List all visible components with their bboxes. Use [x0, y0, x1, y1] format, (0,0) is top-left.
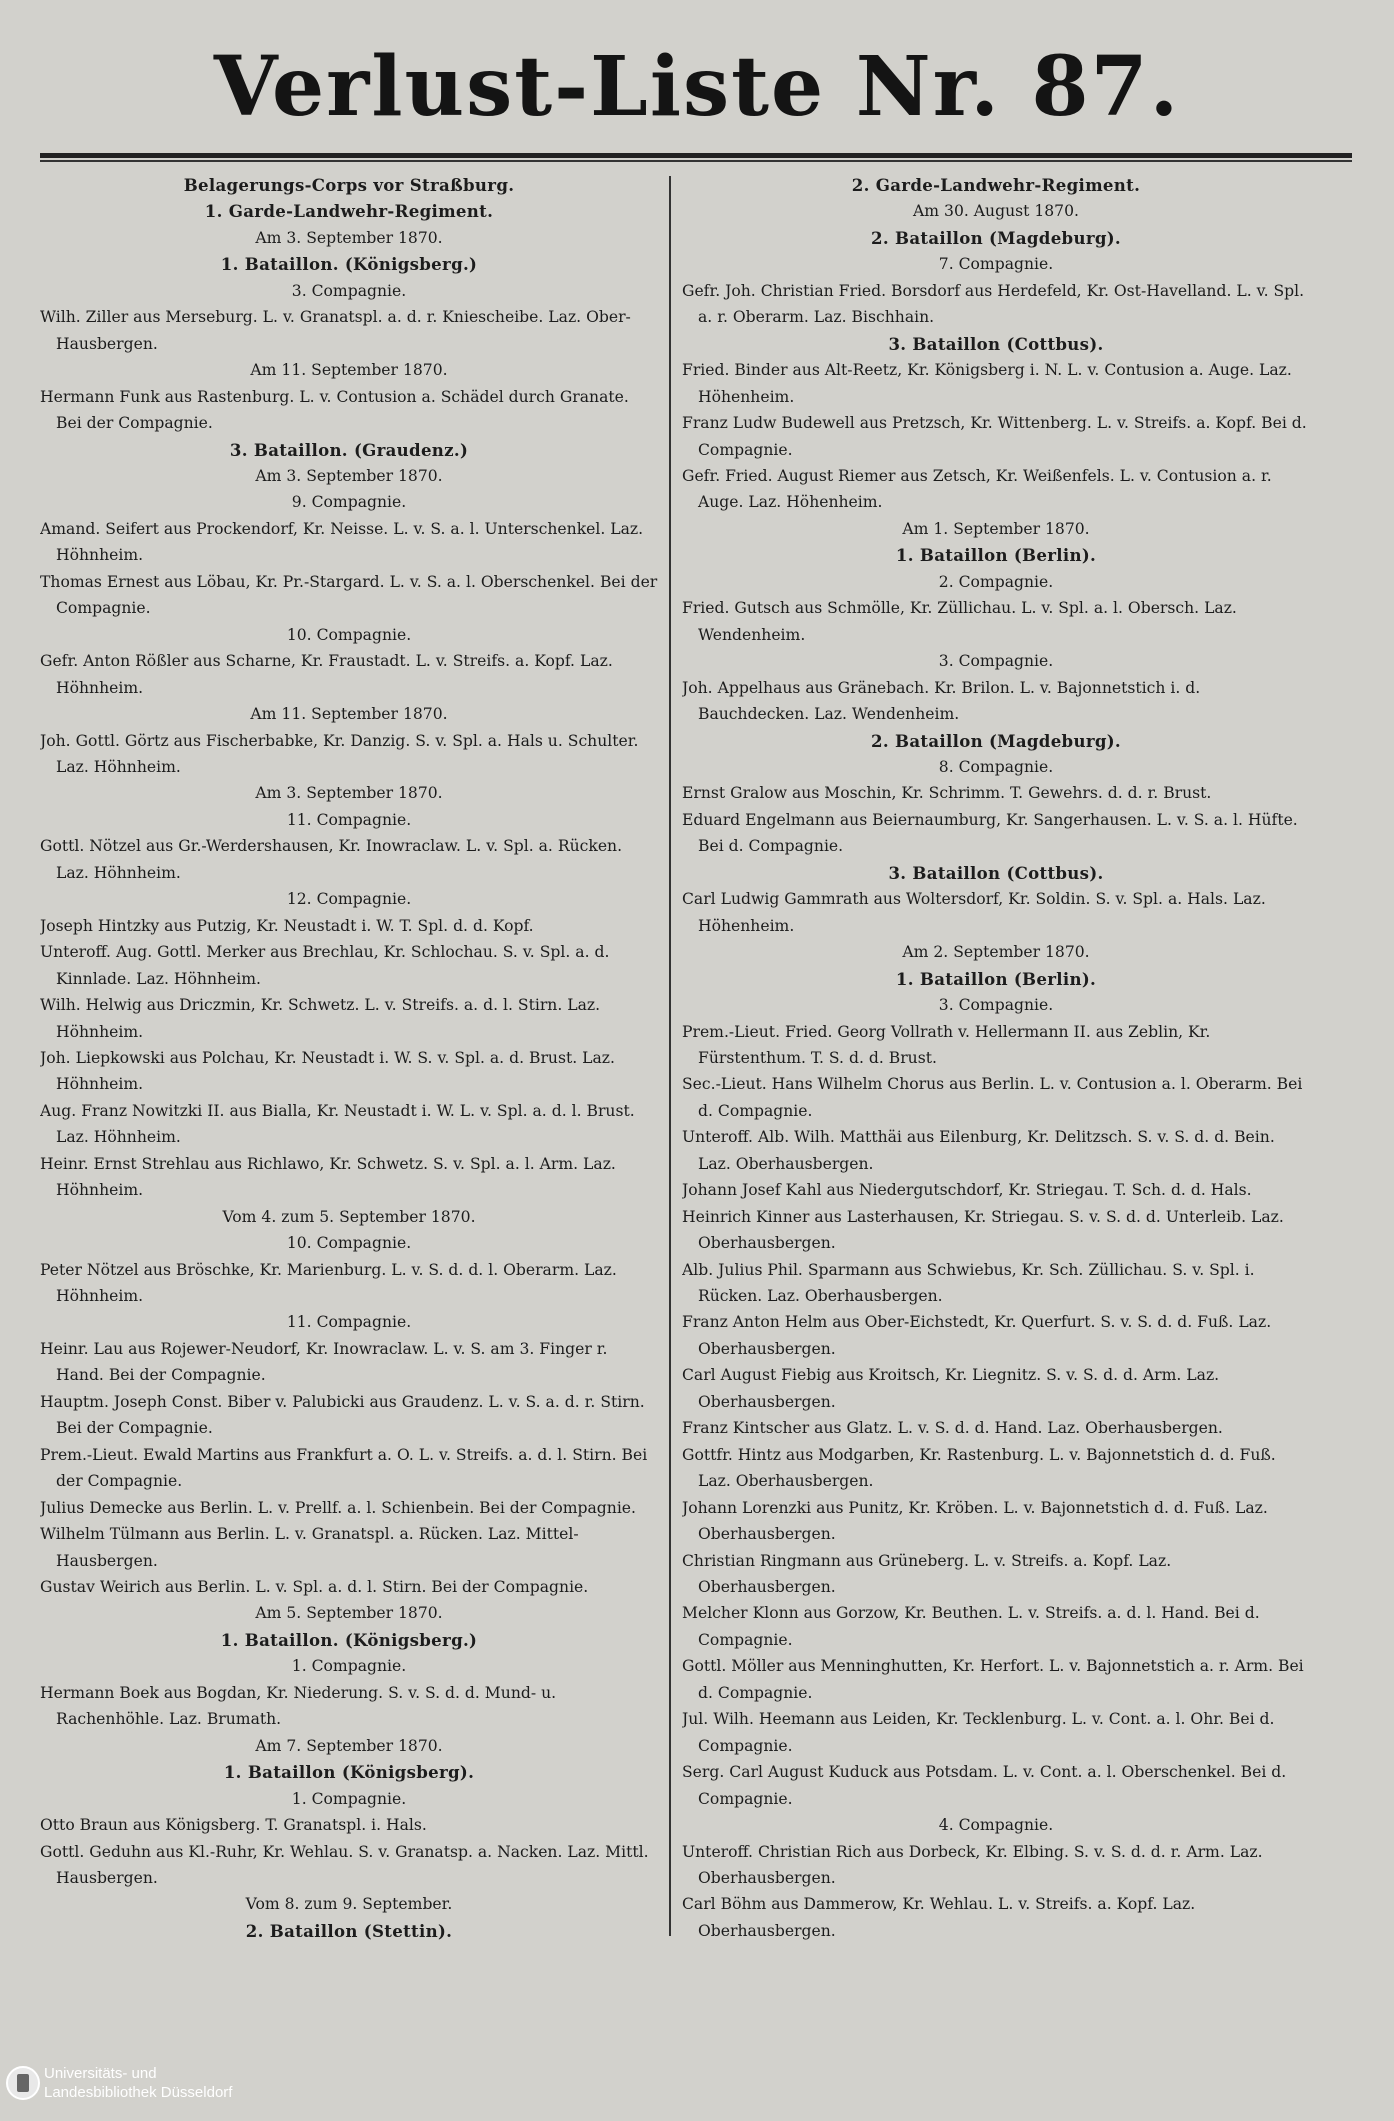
casualty-entry: Ernst Gralow aus Moschin, Kr. Schrimm. T. Gewehrs. d. d. r. Brust.: [682, 784, 1212, 803]
casualty-entry: Gefr. Anton Rößler aus Scharne, Kr. Fraustadt. L. v. Streifs. a. Kopf. Laz. Höhnheim.: [40, 652, 613, 697]
company-heading: 10. Compagnie.: [286, 625, 412, 644]
casualty-entry: Gefr. Fried. August Riemer aus Zetsch, Kr. Weißenfels. L. v. Contusion a. r. Auge. Laz. Höhenheim.: [682, 466, 1272, 512]
casualty-entry: Carl Böhm aus Dammerow, Kr. Wehlau. L. v. Streifs. a. Kopf. Laz. Oberhausbergen.: [682, 1895, 1196, 1940]
casualty-entry: Unteroff. Aug. Gottl. Merker aus Brechlau, Kr. Schlochau. S. v. Spl. a. d. Kinnlade. Laz. Höhnheim.: [40, 943, 610, 988]
section-heading: 3. Bataillon (Cottbus).: [888, 862, 1104, 883]
casualty-entry: Julius Demecke aus Berlin. L. v. Prellf. a. l. Schienbein. Bei der Compagnie.: [40, 1498, 636, 1517]
library-name-line1: Universitäts- und: [44, 2065, 157, 2082]
casualty-entry: Thomas Ernest aus Löbau, Kr. Pr.-Stargard. L. v. S. a. l. Oberschenkel. Bei der Compagnie.: [40, 572, 658, 618]
casualty-entry: Melcher Klonn aus Gorzow, Kr. Beuthen. L. v. Streifs. a. d. l. Hand. Bei d. Compagnie.: [682, 1604, 1260, 1649]
casualty-entry: Unteroff. Christian Rich aus Dorbeck, Kr. Elbing. S. v. S. d. d. r. Arm. Laz. Oberhausbergen.: [682, 1842, 1263, 1887]
company-heading: 4. Compagnie.: [938, 1816, 1054, 1835]
casualty-entry: Alb. Julius Phil. Sparmann aus Schwiebus, Kr. Sch. Züllichau. S. v. Spl. i. Rücken. Laz. Oberhausbergen.: [682, 1260, 1255, 1306]
section-heading: 1. Garde-Landwehr-Regiment.: [204, 201, 494, 222]
date-heading: Vom 8. zum 9. September.: [245, 1895, 453, 1914]
casualty-entry: Gottfr. Hintz aus Modgarben, Kr. Rastenburg. L. v. Bajonnetstich d. d. Fuß. Laz. Oberhausbergen.: [682, 1445, 1276, 1491]
casualty-entry: Franz Ludw Budewell aus Pretzsch, Kr. Wittenberg. L. v. Streifs. a. Kopf. Bei d. Compagnie.: [682, 414, 1307, 459]
title-rule: [40, 153, 1352, 162]
company-heading: 8. Compagnie.: [938, 757, 1054, 776]
page-title: Verlust-Liste Nr. 87.: [213, 39, 1181, 135]
casualty-entry: Otto Braun aus Königsberg. T. Granatspl. i. Hals.: [40, 1816, 427, 1835]
casualty-entry: Gottl. Nötzel aus Gr.-Werdershausen, Kr. Inowraclaw. L. v. Spl. a. Rücken. Laz. Höhnheim.: [40, 837, 623, 882]
casualty-entry: Eduard Engelmann aus Beiernaumburg, Kr. Sangerhausen. L. v. S. a. l. Hüfte. Bei d. Compagnie.: [682, 810, 1298, 856]
casualty-entry: Wilh. Helwig aus Driczmin, Kr. Schwetz. L. v. Streifs. a. d. l. Stirn. Laz. Höhnheim.: [40, 996, 601, 1041]
casualty-entry: Heinr. Ernst Strehlau aus Richlawo, Kr. Schwetz. S. v. Spl. a. l. Arm. Laz. Höhnheim.: [40, 1154, 616, 1200]
date-heading: Am 7. September 1870.: [255, 1736, 443, 1755]
date-heading: Am 3. September 1870.: [255, 466, 443, 485]
casualty-entry: Peter Nötzel aus Bröschke, Kr. Marienburg. L. v. S. d. d. l. Oberarm. Laz. Höhnheim.: [40, 1260, 617, 1306]
section-heading: 2. Bataillon (Stettin).: [245, 1920, 453, 1941]
library-name: [44, 2064, 232, 2102]
section-heading: Belagerungs-Corps vor Straßburg.: [183, 175, 515, 195]
casualty-entry: Aug. Franz Nowitzki II. aus Bialla, Kr. Neustadt i. W. L. v. Spl. a. d. l. Brust. Laz. Höhnheim.: [40, 1101, 635, 1147]
company-heading: 12. Compagnie.: [286, 890, 412, 909]
section-heading: 1. Bataillon (Berlin).: [895, 968, 1097, 989]
casualty-entry: Fried. Binder aus Alt-Reetz, Kr. Königsberg i. N. L. v. Contusion a. Auge. Laz. Höhenheim.: [682, 361, 1292, 406]
casualty-entry: Prem.-Lieut. Ewald Martins aus Frankfurt a. O. L. v. Streifs. a. d. l. Stirn. Bei der Compagnie.: [40, 1445, 648, 1491]
casualty-entry: Johann Lorenzki aus Punitz, Kr. Kröben. L. v. Bajonnetstich d. d. Fuß. Laz. Oberhausbergen.: [682, 1498, 1268, 1544]
casualty-entry: Joh. Appelhaus aus Gränebach. Kr. Brilon. L. v. Bajonnetstich i. d. Bauchdecken. Laz. Wendenheim.: [682, 678, 1201, 724]
company-heading: 3. Compagnie.: [938, 996, 1054, 1015]
company-heading: 7. Compagnie.: [938, 255, 1054, 274]
company-heading: 11. Compagnie.: [286, 1313, 412, 1332]
casualty-entry: Franz Anton Helm aus Ober-Eichstedt, Kr. Querfurt. S. v. S. d. d. Fuß. Laz. Oberhausbergen.: [682, 1313, 1272, 1358]
left-column: [40, 172, 658, 1942]
company-heading: 2. Compagnie.: [938, 572, 1054, 591]
casualty-entry: Hermann Boek aus Bogdan, Kr. Niederung. S. v. S. d. d. Mund- u. Rachenhöhle. Laz. Brumath.: [40, 1683, 557, 1729]
section-heading: 1. Bataillon. (Königsberg.): [220, 1629, 478, 1650]
casualty-entry: Joseph Hintzky aus Putzig, Kr. Neustadt i. W. T. Spl. d. d. Kopf.: [40, 916, 534, 935]
casualty-entry: Wilh. Ziller aus Merseburg. L. v. Granatspl. a. d. r. Kniescheibe. Laz. Ober-Hausbergen.: [40, 308, 631, 353]
company-heading: 1. Compagnie.: [291, 1657, 407, 1676]
casualty-entry: Wilhelm Tülmann aus Berlin. L. v. Granatspl. a. Rücken. Laz. Mittel-Hausbergen.: [40, 1525, 579, 1570]
casualty-entry: Carl August Fiebig aus Kroitsch, Kr. Liegnitz. S. v. S. d. d. Arm. Laz. Oberhausbergen.: [682, 1366, 1220, 1411]
casualty-entry: Fried. Gutsch aus Schmölle, Kr. Züllichau. L. v. Spl. a. l. Obersch. Laz. Wendenheim.: [682, 599, 1237, 644]
casualty-entry: Johann Josef Kahl aus Niedergutschdorf, Kr. Striegau. T. Sch. d. d. Hals.: [682, 1181, 1252, 1200]
casualty-entry: Amand. Seifert aus Prockendorf, Kr. Neisse. L. v. S. a. l. Unterschenkel. Laz. Höhnheim.: [40, 519, 644, 565]
section-heading: 2. Bataillon (Magdeburg).: [871, 227, 1121, 248]
date-heading: Am 11. September 1870.: [250, 705, 448, 724]
date-heading: Am 1. September 1870.: [902, 519, 1090, 538]
casualty-entry: Carl Ludwig Gammrath aus Woltersdorf, Kr. Soldin. S. v. Spl. a. Hals. Laz. Höhenheim.: [682, 890, 1266, 935]
casualty-entry: Christian Ringmann aus Grüneberg. L. v. Streifs. a. Kopf. Laz. Oberhausbergen.: [682, 1551, 1172, 1597]
company-heading: 3. Compagnie.: [938, 652, 1054, 671]
date-heading: Vom 4. zum 5. September 1870.: [222, 1207, 476, 1226]
casualty-entry: Gottl. Geduhn aus Kl.-Ruhr, Kr. Wehlau. S. v. Granatsp. a. Nacken. Laz. Mittl. Hausbergen.: [40, 1842, 649, 1887]
section-heading: 3. Bataillon. (Graudenz.): [229, 439, 469, 460]
date-heading: Am 11. September 1870.: [250, 361, 448, 380]
right-column: [682, 172, 1310, 1942]
library-logo-icon: [6, 2066, 40, 2100]
company-heading: 1. Compagnie.: [291, 1789, 407, 1808]
library-name-line2: Landesbibliothek Düsseldorf: [44, 2084, 233, 2101]
section-heading: 1. Bataillon (Berlin).: [895, 545, 1097, 566]
company-heading: 9. Compagnie.: [291, 493, 407, 512]
section-heading: 1. Bataillon (Königsberg).: [223, 1762, 475, 1783]
casualty-entry: Heinrich Kinner aus Lasterhausen, Kr. Striegau. S. v. S. d. d. Unterleib. Laz. Oberhausbergen.: [682, 1207, 1284, 1253]
date-heading: Am 5. September 1870.: [255, 1604, 443, 1623]
company-heading: 10. Compagnie.: [286, 1234, 412, 1253]
casualty-entry: Franz Kintscher aus Glatz. L. v. S. d. d. Hand. Laz. Oberhausbergen.: [682, 1419, 1223, 1438]
casualty-entry: Gefr. Joh. Christian Fried. Borsdorf aus Herdefeld, Kr. Ost-Havelland. L. v. Spl. a. r. Oberarm. Laz. Bischhain.: [682, 281, 1305, 327]
column-divider: [669, 176, 671, 1936]
casualty-entry: Unteroff. Alb. Wilh. Matthäi aus Eilenburg, Kr. Delitzsch. S. v. S. d. d. Bein. Laz. Oberhausbergen.: [682, 1128, 1275, 1173]
casualty-entry: Gottl. Möller aus Menninghutten, Kr. Herfort. L. v. Bajonnetstich a. r. Arm. Bei d. Compagnie.: [682, 1657, 1304, 1702]
section-heading: 2. Garde-Landwehr-Regiment.: [851, 175, 1141, 195]
company-heading: 3. Compagnie.: [291, 281, 407, 300]
casualty-entry: Heinr. Lau aus Rojewer-Neudorf, Kr. Inowraclaw. L. v. S. am 3. Finger r. Hand. Bei der Compagnie.: [40, 1339, 608, 1385]
casualty-entry: Sec.-Lieut. Hans Wilhelm Chorus aus Berlin. L. v. Contusion a. l. Oberarm. Bei d. Compagnie.: [682, 1075, 1303, 1120]
date-heading: Am 2. September 1870.: [902, 943, 1090, 962]
section-heading: 3. Bataillon (Cottbus).: [888, 333, 1104, 354]
date-heading: Am 3. September 1870.: [255, 784, 443, 803]
date-heading: Am 3. September 1870.: [255, 228, 443, 247]
library-watermark[interactable]: [6, 2062, 286, 2114]
casualty-entry: Serg. Carl August Kuduck aus Potsdam. L. v. Cont. a. l. Oberschenkel. Bei d. Compagnie.: [682, 1763, 1287, 1808]
casualty-entry: Joh. Liepkowski aus Polchau, Kr. Neustadt i. W. S. v. Spl. a. d. Brust. Laz. Höhnheim.: [40, 1048, 615, 1094]
casualty-entry: Gustav Weirich aus Berlin. L. v. Spl. a. d. l. Stirn. Bei der Compagnie.: [40, 1578, 589, 1597]
company-heading: 11. Compagnie.: [286, 810, 412, 829]
casualty-entry: Joh. Gottl. Görtz aus Fischerbabke, Kr. Danzig. S. v. Spl. a. Hals u. Schulter. Laz. Höhnheim.: [40, 731, 639, 776]
casualty-entry: Hauptm. Joseph Const. Biber v. Palubicki aus Graudenz. L. v. S. a. d. r. Stirn. Bei der Compagnie.: [40, 1392, 645, 1438]
date-heading: Am 30. August 1870.: [913, 202, 1079, 221]
section-heading: 2. Bataillon (Magdeburg).: [871, 730, 1121, 751]
casualty-entry: Hermann Funk aus Rastenburg. L. v. Contusion a. Schädel durch Granate. Bei der Compagnie.: [40, 387, 629, 433]
casualty-entry: Jul. Wilh. Heemann aus Leiden, Kr. Tecklenburg. L. v. Cont. a. l. Ohr. Bei d. Compagnie.: [682, 1710, 1275, 1755]
section-heading: 1. Bataillon. (Königsberg.): [220, 254, 478, 275]
casualty-entry: Prem.-Lieut. Fried. Georg Vollrath v. Hellermann II. aus Zeblin, Kr. Fürstenthum. T. S. d. d. Brust.: [682, 1022, 1211, 1067]
